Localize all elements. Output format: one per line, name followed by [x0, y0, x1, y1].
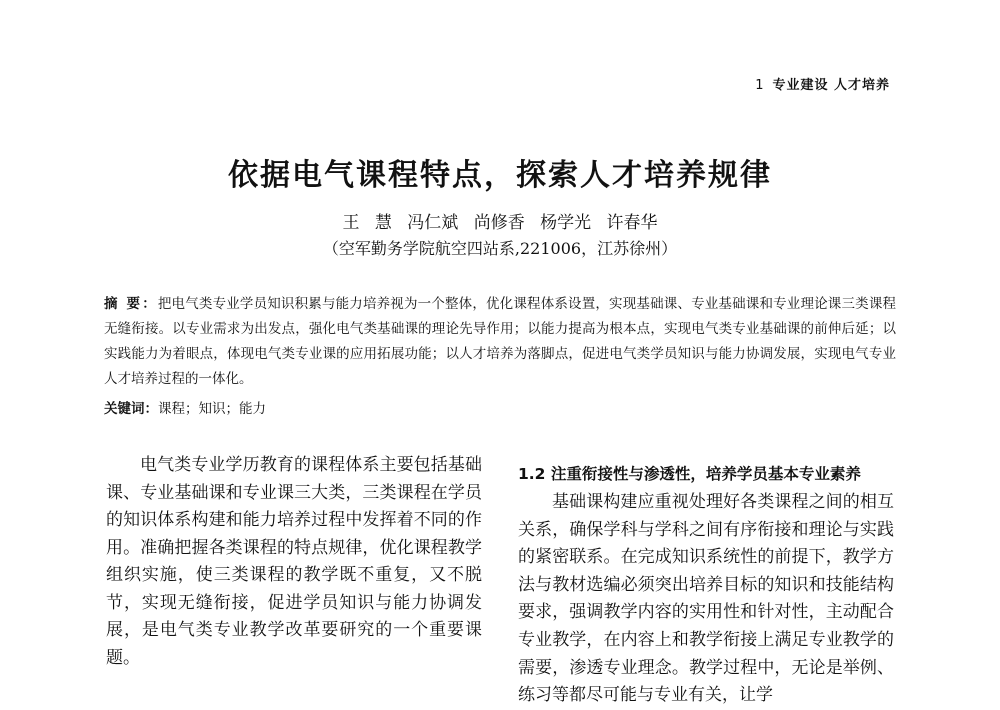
author-affiliation: （空军勤务学院航空四站系,221006，江苏徐州）: [322, 239, 678, 258]
keywords-text: 课程；知识；能力: [158, 401, 266, 417]
body-right-column: [518, 459, 894, 710]
section-number: 1: [755, 78, 765, 93]
section-title: 专业建设 人才培养: [772, 78, 890, 93]
article-title: 依据电气课程特点，探索人才培养规律: [228, 158, 772, 193]
keywords: [104, 397, 896, 422]
section-paragraph: 基础课构建应重视处理好各类课程之间的相互关系，确保学科与学科之间有序衔接和理论与实践的紧密联系。在完成知识系统性的前提下，教学方法与教材选编必须突出培养目标的知识和技能结构要求，强调教学内容的实用性和针对性，主动配合专业教学，在内容上和教学衔接上满足专业教学的需要，渗透专业理念。教学过程中，无论是举例、练习等都尽可能与专业有关，让学: [518, 492, 894, 706]
abstract-label: 摘 要：: [104, 296, 158, 312]
author-list: 王 慧 冯仁斌 尚修香 杨学光 许春华: [342, 213, 658, 233]
body-left-column: [106, 452, 482, 672]
keywords-label: 关键词：: [104, 401, 158, 417]
abstract: [104, 292, 896, 392]
running-header: [755, 74, 890, 93]
abstract-text: 把电气类专业学员知识积累与能力培养视为一个整体，优化课程体系设置，实现基础课、专业基础课和专业理论课三类课程无缝衔接。以专业需求为出发点，强化电气类基础课的理论先导作用；以能力提高为根本点，实现电气类专业基础课的前伸后延；以实践能力为着眼点，体现电气类专业课的应用拓展功能；以人才培养为落脚点，促进电气类学员知识与能力协调发展，实现电气专业人才培养过程的一体化。: [104, 296, 896, 387]
section-heading: 1.2 注重衔接性与渗透性，培养学员基本专业素养: [518, 465, 861, 483]
intro-paragraph: 电气类专业学历教育的课程体系主要包括基础课、专业基础课和专业课三大类，三类课程在学员的知识体系构建和能力培养过程中发挥着不同的作用。准确把握各类课程的特点规律，优化课程教学组织实施，使三类课程的教学既不重复，又不脱节，实现无缝衔接，促进学员知识与能力协调发展，是电气类专业教学改革要研究的一个重要课题。: [106, 455, 482, 668]
